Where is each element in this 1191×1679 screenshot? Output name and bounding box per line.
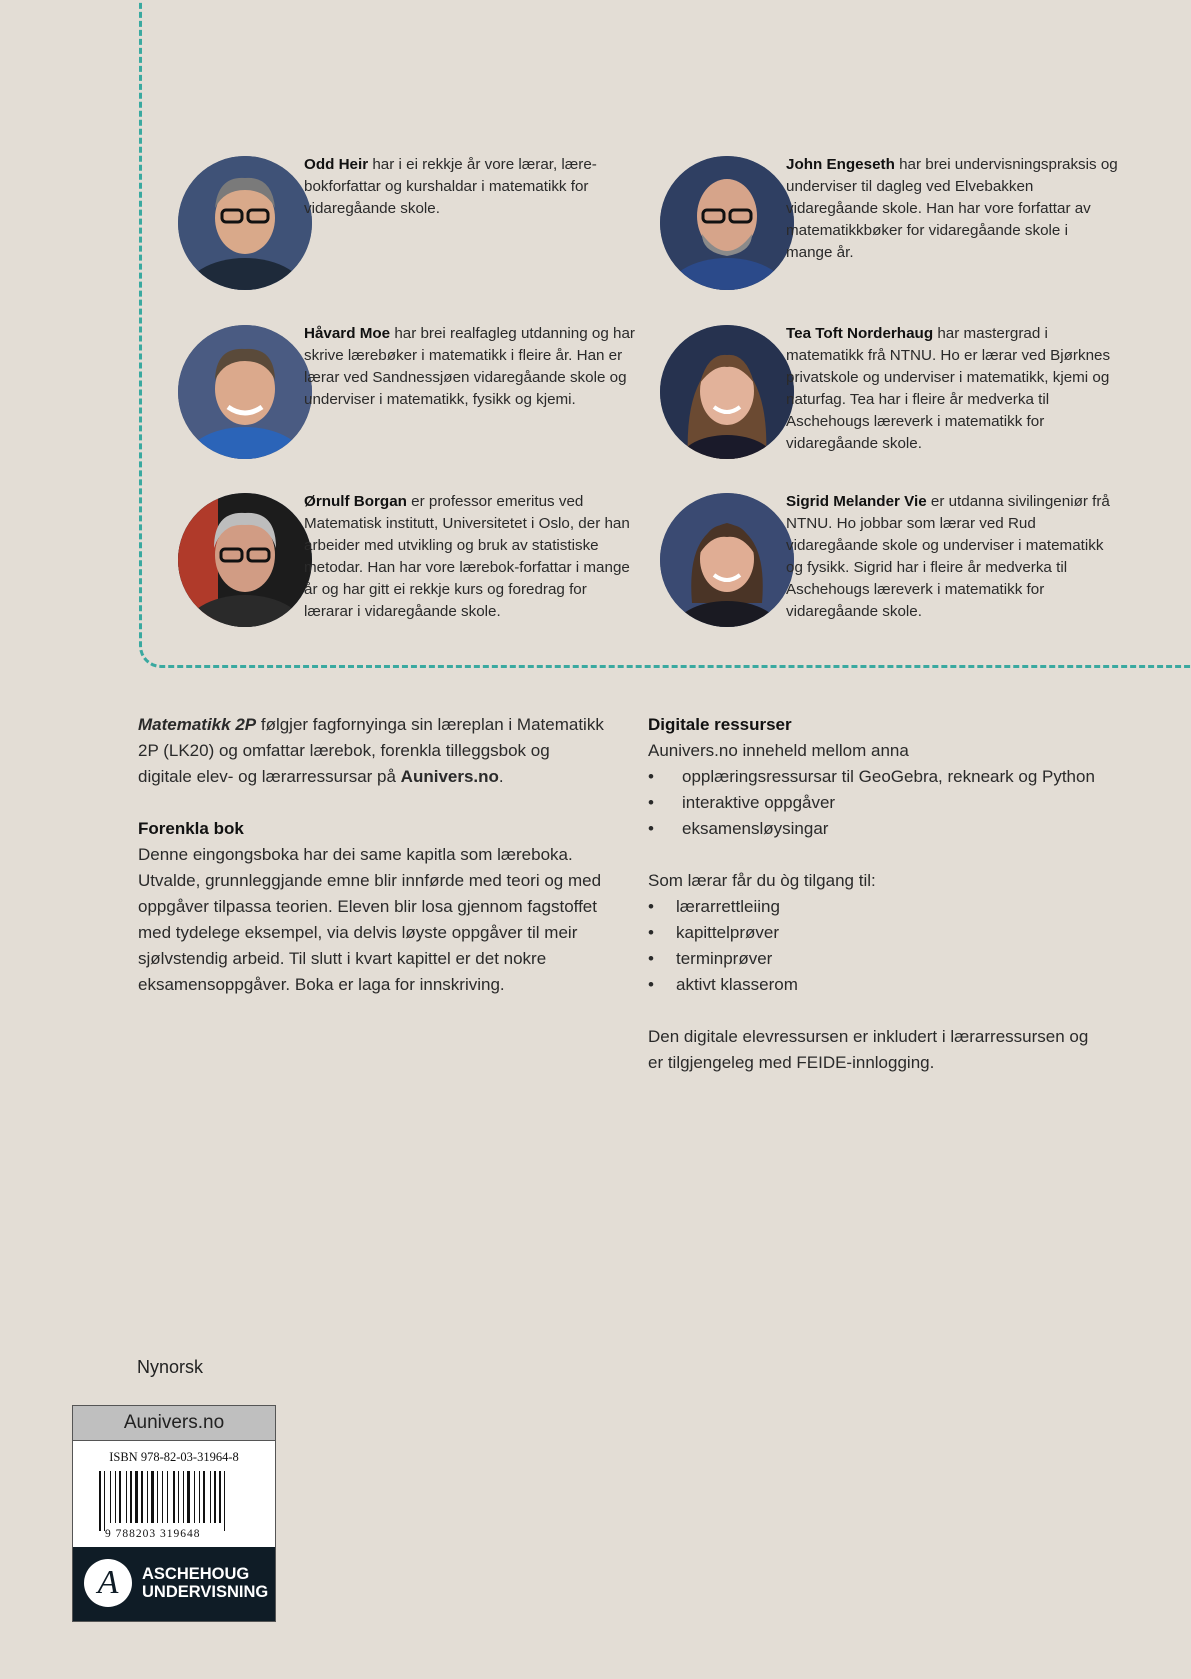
barcode-bar <box>135 1471 138 1523</box>
body-paragraph: Denne eingongsboka har dei same kapitla som læreboka. Utvalde, grunnleggjande emne blir innførde med teori og med oppgåver tilpassa teorien. Eleven blir losa gjennom fagstoffet med tydelege eksempel, via delvis løyste oppgåver til meir sjølvstendig arbeid. Til slutt i kvart kapittel er det nokre eksamensoppgåver. Boka er laga for innskriving. <box>138 845 602 994</box>
barcode-bar <box>203 1471 205 1523</box>
barcode-number: 9 788203 319648 <box>105 1528 201 1540</box>
list-item: • interaktive oppgåver <box>648 790 1108 816</box>
list-item: • aktivt klasserom <box>648 972 1108 998</box>
list-item: • opplæringsressursar til GeoGebra, rekneark og Python <box>648 764 1108 790</box>
author-photo <box>178 156 312 290</box>
barcode-bar <box>187 1471 190 1523</box>
list-item: • terminprøver <box>648 946 1108 972</box>
barcode-bar <box>224 1471 225 1531</box>
barcode-bar <box>119 1471 121 1523</box>
author-bio: Ørnulf Borgan er professor emeritus ved Matematisk institutt, Universitetet i Oslo, der han arbeider med utvikling og bruk av statistiske metodar. Han har vore lærebok-forfattar i mange år og har gitt ei rekkje kurs og foredrag for lærarar i vidaregåande skole. <box>304 493 630 620</box>
barcode-bar <box>130 1471 132 1523</box>
author-card <box>660 493 1110 633</box>
barcode-bar <box>210 1471 211 1523</box>
intro-paragraph: Matematikk 2P følgjer fagfornyinga sin læreplan i Matematikk 2P (LK20) og omfattar lærebok, forenkla tilleggsbok og digitale elev- og lærarressursar på Aunivers.no. <box>138 715 604 786</box>
author-card <box>660 325 1110 465</box>
publisher-logo-block <box>73 1547 275 1621</box>
section-heading: Digitale ressurser <box>648 715 792 734</box>
barcode-bar <box>110 1471 111 1523</box>
author-card <box>178 156 628 296</box>
language-label: Nynorsk <box>137 1357 204 1377</box>
barcode-bar <box>104 1471 105 1531</box>
author-photo <box>178 325 312 459</box>
resources-intro: Aunivers.no inneheld mellom anna <box>648 741 909 760</box>
barcode-bar <box>167 1471 168 1523</box>
list-item: • lærarrettleiing <box>648 894 1108 920</box>
barcode-bar <box>194 1471 195 1523</box>
barcode-bar <box>147 1471 148 1523</box>
author-card <box>660 156 1118 296</box>
section-heading: Forenkla bok <box>138 819 244 838</box>
barcode-bar <box>115 1471 116 1523</box>
barcode-bar <box>162 1471 163 1523</box>
isbn-text: ISBN 978-82-03-31964-8 <box>109 1450 239 1464</box>
publisher-name: ASCHEHOUG UNDERVISNING <box>142 1565 269 1601</box>
publisher-logo-icon: A <box>84 1559 132 1607</box>
barcode-bar <box>219 1471 221 1523</box>
barcode-bar <box>214 1471 216 1523</box>
barcode-bar <box>151 1471 154 1523</box>
author-bio: Håvard Moe har brei realfagleg utdanning og har skrive lærebøker i matematikk i fleire år. Han er lærar ved Sandnessjøen vidaregåande skole og underviser i matematikk, fysikk og kjemi. <box>304 325 635 408</box>
barcode-bar <box>157 1471 158 1523</box>
closing-paragraph: Den digitale elevressursen er inkludert i lærarressursen og er tilgjengeleg med FEIDE-innlogging. <box>648 1027 1089 1072</box>
author-bio: Odd Heir har i ei rekkje år vore lærar, lære-bokforfattar og kurshaldar i matematikk for vidaregåande skole. <box>304 156 597 217</box>
author-photo <box>660 325 794 459</box>
barcode-box <box>72 1405 276 1622</box>
author-bio: Tea Toft Norderhaug har mastergrad i matematikk frå NTNU. Ho er lærar ved Bjørknes privatskole og underviser i matematikk, kjemi og naturfag. Tea har i fleire år medverka til Aschehougs læreverk i matematikk for vidaregåande skole. <box>786 325 1111 452</box>
site-label: Aunivers.no <box>73 1406 275 1441</box>
list-item: • eksamensløysingar <box>648 816 1108 842</box>
author-bio: Sigrid Melander Vie er utdanna sivilingeniør frå NTNU. Ho jobbar som lærar ved Rud vidaregåande skole og underviser i matematikk og fysikk. Sigrid har i fleire år medverka til Aschehougs læreverk i matematikk for vidaregåande skole. <box>786 493 1110 620</box>
barcode-bar <box>173 1471 175 1523</box>
teacher-list <box>648 894 1108 998</box>
author-photo <box>178 493 312 627</box>
author-card <box>178 493 628 633</box>
resources-list <box>648 764 1108 842</box>
barcode-bar <box>178 1471 179 1523</box>
left-column <box>138 712 608 1024</box>
barcode-bar <box>183 1471 184 1523</box>
author-bio: John Engeseth har brei undervisningspraksis og underviser til dagleg ved Elvebakken vidaregåande skole. Han har vore forfattar av matematikkbøker for vidaregåande skole i mange år. <box>786 156 1118 261</box>
right-column <box>648 712 1108 1102</box>
author-card <box>178 325 635 465</box>
teacher-intro: Som lærar får du òg tilgang til: <box>648 871 876 890</box>
barcode-bar <box>126 1471 127 1523</box>
barcode-bar <box>199 1471 200 1523</box>
author-photo <box>660 493 794 627</box>
author-photo <box>660 156 794 290</box>
barcode-bar <box>99 1471 101 1531</box>
list-item: • kapittelprøver <box>648 920 1108 946</box>
barcode-bar <box>141 1471 143 1523</box>
